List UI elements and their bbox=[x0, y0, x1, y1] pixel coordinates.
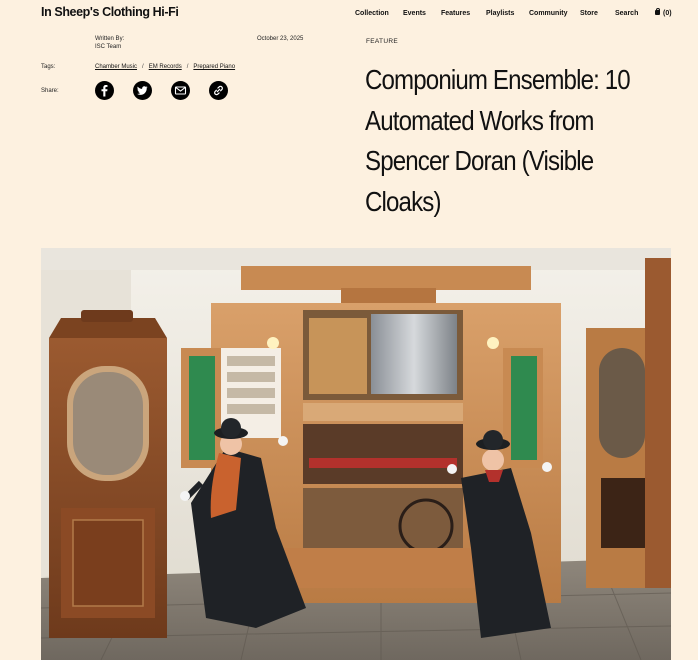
orchestrion-photo bbox=[41, 248, 671, 660]
cart-button[interactable] bbox=[655, 10, 672, 17]
article-title: Componium Ensemble: 10 Automated Works from Spencer Doran (Visible Cloaks) bbox=[365, 64, 630, 217]
tag-link-chamber-music[interactable]: Chamber Music bbox=[95, 64, 138, 70]
nav-item-community[interactable]: Community bbox=[529, 10, 568, 17]
nav-item-collection[interactable]: Collection bbox=[355, 10, 389, 17]
author-name: ISC Team bbox=[95, 44, 122, 50]
tag-list bbox=[95, 64, 235, 70]
facebook-icon bbox=[95, 81, 114, 100]
hero-image bbox=[41, 248, 671, 660]
facebook-share-button[interactable] bbox=[95, 81, 114, 100]
twitter-icon bbox=[133, 81, 152, 100]
twitter-share-button[interactable] bbox=[133, 81, 152, 100]
article-category: FEATURE bbox=[366, 38, 398, 45]
cart-count: (0) bbox=[663, 10, 672, 17]
publish-date: October 23, 2025 bbox=[257, 36, 304, 42]
nav-item-playlists[interactable]: Playlists bbox=[486, 10, 515, 17]
nav-item-features[interactable]: Features bbox=[441, 10, 471, 17]
tag-separator: / bbox=[186, 64, 189, 70]
share-label: Share: bbox=[41, 88, 59, 94]
copy-link-button[interactable] bbox=[209, 81, 228, 100]
nav-item-search[interactable]: Search bbox=[615, 10, 639, 17]
tags-label: Tags: bbox=[41, 64, 56, 70]
nav-item-events[interactable]: Events bbox=[403, 10, 426, 17]
email-icon bbox=[171, 81, 190, 100]
shopping-bag-icon bbox=[655, 10, 660, 15]
tag-link-em-records[interactable]: EM Records bbox=[148, 64, 182, 70]
written-by-label: Written By: bbox=[95, 36, 125, 42]
link-icon bbox=[209, 81, 228, 100]
site-logo[interactable]: In Sheep's Clothing Hi-Fi bbox=[41, 5, 179, 19]
nav-item-store[interactable]: Store bbox=[580, 10, 598, 17]
tag-link-prepared-piano[interactable]: Prepared Piano bbox=[193, 64, 236, 70]
tag-separator: / bbox=[142, 64, 144, 70]
email-share-button[interactable] bbox=[171, 81, 190, 100]
